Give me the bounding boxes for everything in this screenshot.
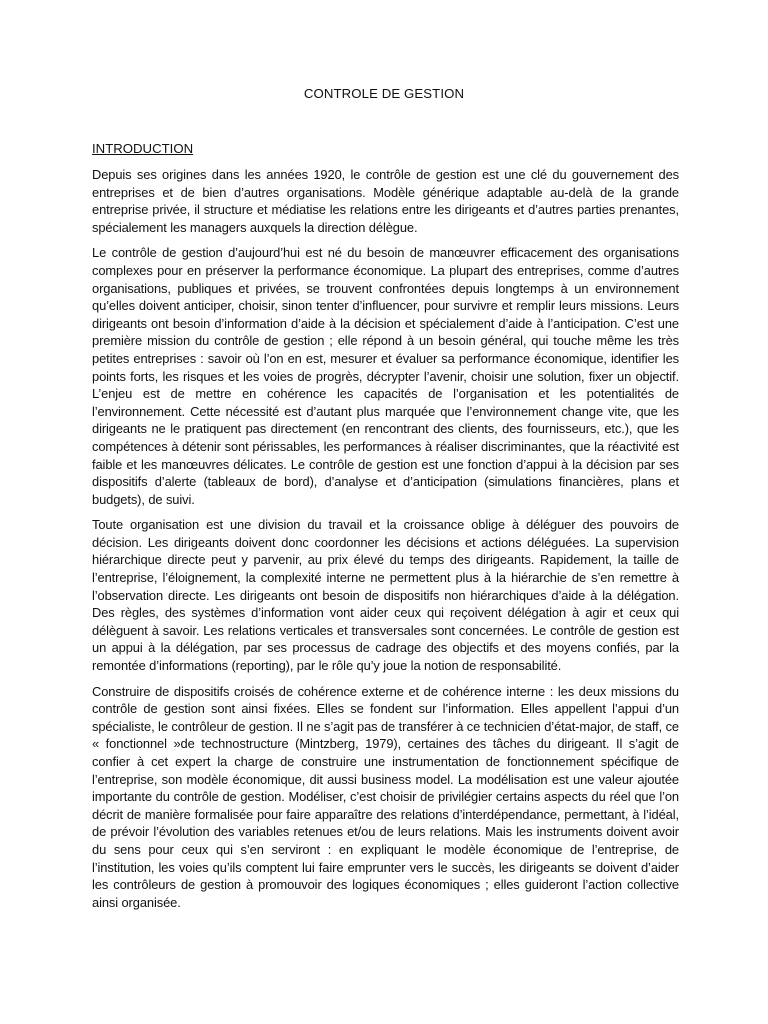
- section-heading: INTRODUCTION: [92, 141, 194, 156]
- document-title: CONTROLE DE GESTION: [303, 86, 465, 101]
- paragraph-3: Toute organisation est une division du travail et la croissance oblige à déléguer des pouvoirs de décision. Les dirigeants doivent donc coordonner les décisions et actions déléguées. La supervision hiérarchique directe peut y parvenir, au prix élevé du temps des dirigeants. Rapidement, la taille de l’entreprise, l’éloignement, la complexité interne ne permettent plus à la hiérarchie de s’en remettre à l’observation directe. Les dirigeants ont besoin de dispositifs non hiérarchiques d’aide à la délégation. Des règles, des systèmes d’information vont aider ceux qui reçoivent délégation à agir et ceux qui délèguent à savoir. Les relations verticales et transversales sont concernées. Le contrôle de gestion est un appui à la délégation, par ses processus de cadrage des objectifs et des moyens confiés, par la remontée d’informations (reporting), par le rôle qu’y joue la notion de responsabilité.: [92, 517, 679, 674]
- paragraph-4: Construire de dispositifs croisés de cohérence externe et de cohérence interne : les deux missions du contrôle de gestion sont ainsi fixées. Elles se fondent sur l’information. Elles appellent l’appui d’un spécialiste, le contrôleur de gestion. Il ne s’agit pas de transférer à ce technicien d’état-major, de staff, ce « fonctionnel »de technostructure (Mintzberg, 1979), certaines des tâches du dirigeant. Il s’agit de confier à cet expert la charge de construire une instrumentation de fonctionnement spécifique de l’entreprise, son modèle économique, dit aussi business model. La modélisation est une valeur ajoutée importante du contrôle de gestion. Modéliser, c’est choisir de privilégier certains aspects du réel que l’on décrit de manière formalisée pour faire apparaître des relations d’interdépendance, permettant, à l’idéal, de prévoir l’évolution des variables retenues et/ou de leurs relations. Mais les instruments doivent avoir du sens pour ceux qui s’en serviront : en expliquant le modèle économique de l’entreprise, de l’institution, les voies qu’ils comptent lui faire emprunter vers le succès, les dirigeants se doivent d’aider les contrôleurs de gestion à promouvoir des logiques économiques ; elles guideront l’action collective ainsi organisée.: [92, 683, 679, 910]
- paragraph-2: Le contrôle de gestion d’aujourd’hui est né du besoin de manœuvrer efficacement des organisations complexes pour en préserver la performance économique. La plupart des entreprises, comme d’autres organisations, publiques et privées, se trouvent confrontées depuis longtemps à un environnement qu’elles doivent anticiper, choisir, sinon tenter d’influencer, pour survivre et remplir leurs missions. Leurs dirigeants ont besoin d’information d’aide à la décision et spécialement d’aide à l’anticipation. C’est une première mission du contrôle de gestion ; elle répond à un besoin général, qui touche même les très petites entreprises : savoir où l’on en est, mesurer et évaluer sa performance économique, identifier les points forts, les risques et les voies de progrès, décrypter l’avenir, choisir une solution, fixer un objectif. L’enjeu est de mettre en cohérence les capacités de l’organisation et les potentialités de l’environnement. Cette nécessité est d’autant plus marquée que l’environnement change vite, que les dirigeants ne le pratiquent pas directement (en rencontrant des clients, des fournisseurs, etc.), que les compétences à détenir sont périssables, les performances à réaliser discriminantes, que la réactivité est faible et les manœuvres délicates. Le contrôle de gestion est une fonction d’appui à la décision par ses dispositifs d’alerte (tableaux de bord), d’analyse et d’anticipation (simulations financières, plans et budgets), de suivi.: [92, 245, 679, 507]
- document-body: [92, 140, 679, 919]
- paragraph-1: Depuis ses origines dans les années 1920, le contrôle de gestion est une clé du gouvernement des entreprises et de bien d’autres organisations. Modèle générique adaptable au-delà de la grande entreprise privée, il structure et médiatise les relations entre les dirigeants et d’autres parties prenantes, spécialement les managers auxquels la direction délègue.: [92, 167, 679, 235]
